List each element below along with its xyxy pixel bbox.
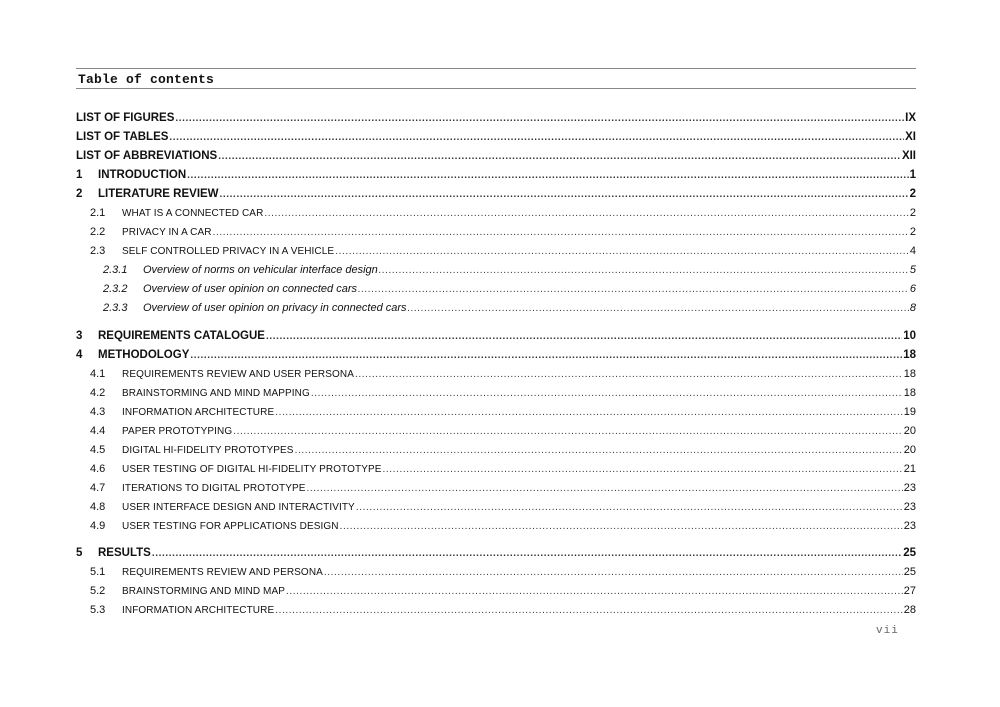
toc-entry[interactable] [76,148,916,164]
toc-entry-number: 4.5 [90,444,106,456]
toc-entry-page: 23 [903,501,916,513]
toc-entry-page: 25 [903,547,916,559]
dot-leader [295,443,903,459]
toc-entry-number: 4 [76,349,83,361]
toc-entry[interactable] [76,404,916,420]
toc-entry[interactable] [76,423,916,439]
toc-entry-number: 2 [76,188,83,200]
toc-entry-number: 5.1 [90,566,106,578]
toc-entry-title: INFORMATION ARCHITECTURE [122,605,275,616]
toc-entry-title: USER TESTING OF DIGITAL HI-FIDELITY PROTOTYPE [122,464,382,475]
dot-leader [213,225,909,241]
heading-top-rule [76,68,916,69]
dot-leader [175,111,904,127]
toc-entry-title: INTRODUCTION [98,169,187,181]
toc-entry-number: 2.1 [90,207,106,219]
dot-leader [408,301,909,317]
toc-entry-page: 5 [909,264,916,276]
toc-entry-page: 20 [903,425,916,437]
toc-entry-number: 3 [76,330,83,342]
toc-entry-number: 2.3.1 [103,264,128,276]
toc-entry[interactable] [76,186,916,202]
toc-entry-number: 1 [76,169,83,181]
toc-entry[interactable] [76,461,916,477]
toc-entry-number: 4.3 [90,406,106,418]
dot-leader [218,149,901,165]
toc-entry-page: 2 [909,207,916,219]
toc-entry[interactable] [76,518,916,534]
toc-entry[interactable] [76,205,916,221]
page-number: vii [876,625,899,637]
toc-entry-title: REQUIREMENTS REVIEW AND USER PERSONA [122,369,354,380]
toc-entry-page: 23 [903,520,916,532]
dot-leader [355,367,903,383]
toc-entry-page: 19 [903,406,916,418]
toc-entry-number: 4.6 [90,463,106,475]
toc-entry-title: LIST OF TABLES [76,131,169,143]
toc-entry-page: 6 [909,283,916,295]
toc-entry-page: 27 [903,585,916,597]
toc-entry-title: SELF CONTROLLED PRIVACY IN A VEHICLE [122,246,335,257]
toc-entry-page: 18 [903,387,916,399]
toc-entry[interactable] [76,602,916,618]
toc-entry-page: 18 [903,349,916,361]
toc-entry[interactable] [76,442,916,458]
toc-entry[interactable] [76,385,916,401]
dot-leader [383,462,903,478]
toc-entry-page: 4 [909,245,916,257]
heading-bottom-rule [76,88,916,89]
toc-entry-title: BRAINSTORMING AND MIND MAPPING [122,388,310,399]
toc-entry-title: DIGITAL HI-FIDELITY PROTOTYPES [122,445,294,456]
toc-entry-number: 4.4 [90,425,106,437]
dot-leader [220,187,909,203]
toc-entry[interactable] [76,564,916,580]
toc-entry-title: LITERATURE REVIEW [98,188,219,200]
dot-leader [152,546,902,562]
dot-leader [169,130,904,146]
toc-entry-page: 18 [903,368,916,380]
toc-entry-number: 4.2 [90,387,106,399]
toc-entry[interactable] [76,224,916,240]
dot-leader [324,565,903,581]
toc-entry-title: Overview of user opinion on connected cars [143,283,358,295]
toc-entry-title: PRIVACY IN A CAR [122,227,212,238]
dot-leader [311,386,903,402]
toc-entry[interactable] [76,366,916,382]
toc-entry-title: REQUIREMENTS REVIEW AND PERSONA [122,567,323,578]
dot-leader [275,603,903,619]
toc-entry-page: 8 [909,302,916,314]
toc-entry-page: 20 [903,444,916,456]
toc-entry-title: WHAT IS A CONNECTED CAR [122,208,264,219]
toc-entry-number: 4.9 [90,520,106,532]
toc-entry[interactable] [76,583,916,599]
dot-leader [340,519,903,535]
dot-leader [307,481,903,497]
dot-leader [190,348,902,364]
toc-entry-page: 28 [903,604,916,616]
dot-leader [286,584,903,600]
dot-leader [275,405,903,421]
toc-entry-title: LIST OF ABBREVIATIONS [76,150,218,162]
toc-entry-number: 2.3.3 [103,302,128,314]
toc-entry-page: IX [905,112,916,124]
toc-entry-page: 23 [903,482,916,494]
toc-entry[interactable] [76,328,916,344]
toc-entry[interactable] [76,300,916,316]
toc-entry-page: 2 [909,188,916,200]
toc-entry[interactable] [76,480,916,496]
toc-entry[interactable] [76,545,916,561]
dot-leader [187,168,908,184]
toc-entry-title: USER INTERFACE DESIGN AND INTERACTIVITY [122,502,355,513]
dot-leader [335,244,909,260]
toc-entry-number: 5.3 [90,604,106,616]
toc-entry[interactable] [76,110,916,126]
toc-entry-number: 2.3.2 [103,283,128,295]
dot-leader [358,282,909,298]
dot-leader [264,206,908,222]
toc-entry[interactable] [76,167,916,183]
document-page [76,68,916,668]
toc-entry-number: 5 [76,547,83,559]
toc-entry[interactable] [76,347,916,363]
toc-entry-title: Overview of norms on vehicular interface design [143,264,378,276]
toc-entry[interactable] [76,281,916,297]
toc-entry-title: REQUIREMENTS CATALOGUE [98,330,265,342]
toc-entry[interactable] [76,129,916,145]
dot-leader [356,500,903,516]
toc-entry-number: 5.2 [90,585,106,597]
toc-entry[interactable] [76,243,916,259]
dot-leader [379,263,909,279]
toc-entry-title: INFORMATION ARCHITECTURE [122,407,275,418]
toc-entry-number: 4.1 [90,368,106,380]
page-title: Table of contents [78,72,215,87]
toc-entry-page: XI [905,131,916,143]
toc-entry-number: 4.8 [90,501,106,513]
toc-entry-title: Overview of user opinion on privacy in connected cars [143,302,407,314]
toc-entry-number: 2.2 [90,226,106,238]
toc-entry-number: 2.3 [90,245,106,257]
toc-entry-title: METHODOLOGY [98,349,190,361]
toc-entry-page: 21 [903,463,916,475]
toc-entry-page: 25 [903,566,916,578]
toc-entry-title: ITERATIONS TO DIGITAL PROTOTYPE [122,483,306,494]
toc-entry-title: RESULTS [98,547,151,559]
toc-entry-page: 10 [903,330,916,342]
toc-entry-number: 4.7 [90,482,106,494]
toc-entry-page: 2 [909,226,916,238]
toc-entry[interactable] [76,262,916,278]
toc-entry-title: BRAINSTORMING AND MIND MAP [122,586,285,597]
dot-leader [233,424,903,440]
toc-entry[interactable] [76,499,916,515]
toc-entry-page: 1 [909,169,916,181]
toc-entry-page: XII [901,150,916,162]
toc-entry-title: PAPER PROTOTYPING [122,426,233,437]
dot-leader [266,329,902,345]
toc-entry-title: LIST OF FIGURES [76,112,175,124]
toc-entry-title: USER TESTING FOR APPLICATIONS DESIGN [122,521,339,532]
